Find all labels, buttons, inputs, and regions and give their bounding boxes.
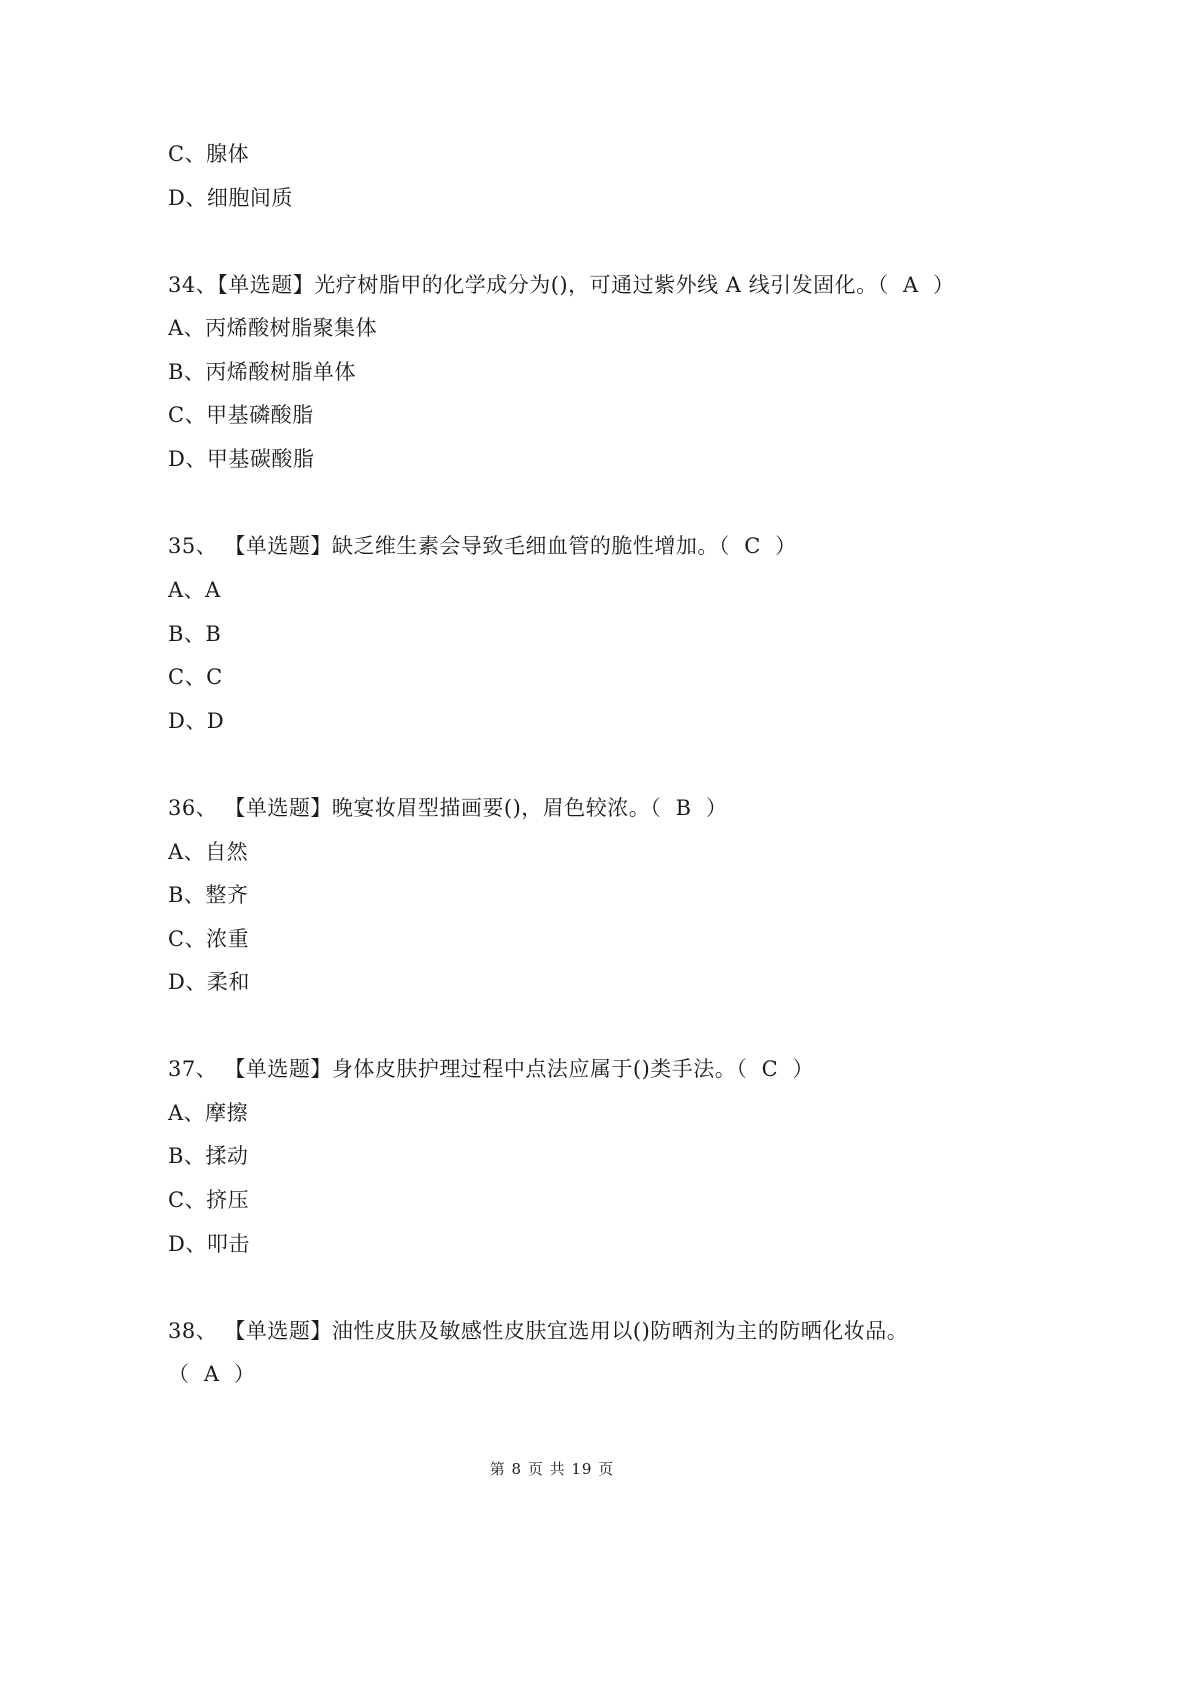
option-a: A、A bbox=[168, 578, 221, 602]
question-38: 38、 【单选题】油性皮肤及敏感性皮肤宜选用以()防晒剂为主的防晒化妆品。 bbox=[168, 1319, 909, 1343]
option-d: D、D bbox=[168, 709, 225, 733]
answer-38: （ A ） bbox=[168, 1362, 256, 1386]
question-35: 35、 【单选题】缺乏维生素会导致毛细血管的脆性增加。（ C ） bbox=[168, 534, 797, 558]
page-footer: 第 8 页 共 19 页 bbox=[489, 1460, 615, 1478]
option-c: C、甲基磷酸脂 bbox=[168, 403, 314, 427]
option-c: C、挤压 bbox=[168, 1188, 250, 1212]
option-d: D、甲基碳酸脂 bbox=[168, 447, 315, 471]
option-b: B、揉动 bbox=[168, 1144, 249, 1168]
option-b: B、B bbox=[168, 622, 222, 646]
option-a: A、摩擦 bbox=[168, 1101, 249, 1125]
option-c: C、浓重 bbox=[168, 927, 250, 951]
question-36: 36、 【单选题】晚宴妆眉型描画要()，眉色较浓。（ B ） bbox=[168, 796, 728, 820]
question-34: 34、【单选题】光疗树脂甲的化学成分为()，可通过紫外线 A 线引发固化。（ A ） bbox=[168, 273, 955, 297]
option-d: D、叩击 bbox=[168, 1232, 250, 1256]
option-c: C、C bbox=[168, 665, 223, 689]
option-d: D、细胞间质 bbox=[168, 186, 293, 210]
question-37: 37、 【单选题】身体皮肤护理过程中点法应属于()类手法。（ C ） bbox=[168, 1057, 815, 1081]
option-d: D、柔和 bbox=[168, 970, 250, 994]
option-b: B、整齐 bbox=[168, 883, 249, 907]
option-c: C、腺体 bbox=[168, 142, 250, 166]
option-b: B、丙烯酸树脂单体 bbox=[168, 360, 356, 384]
option-a: A、丙烯酸树脂聚集体 bbox=[168, 316, 378, 340]
option-a: A、自然 bbox=[168, 840, 249, 864]
